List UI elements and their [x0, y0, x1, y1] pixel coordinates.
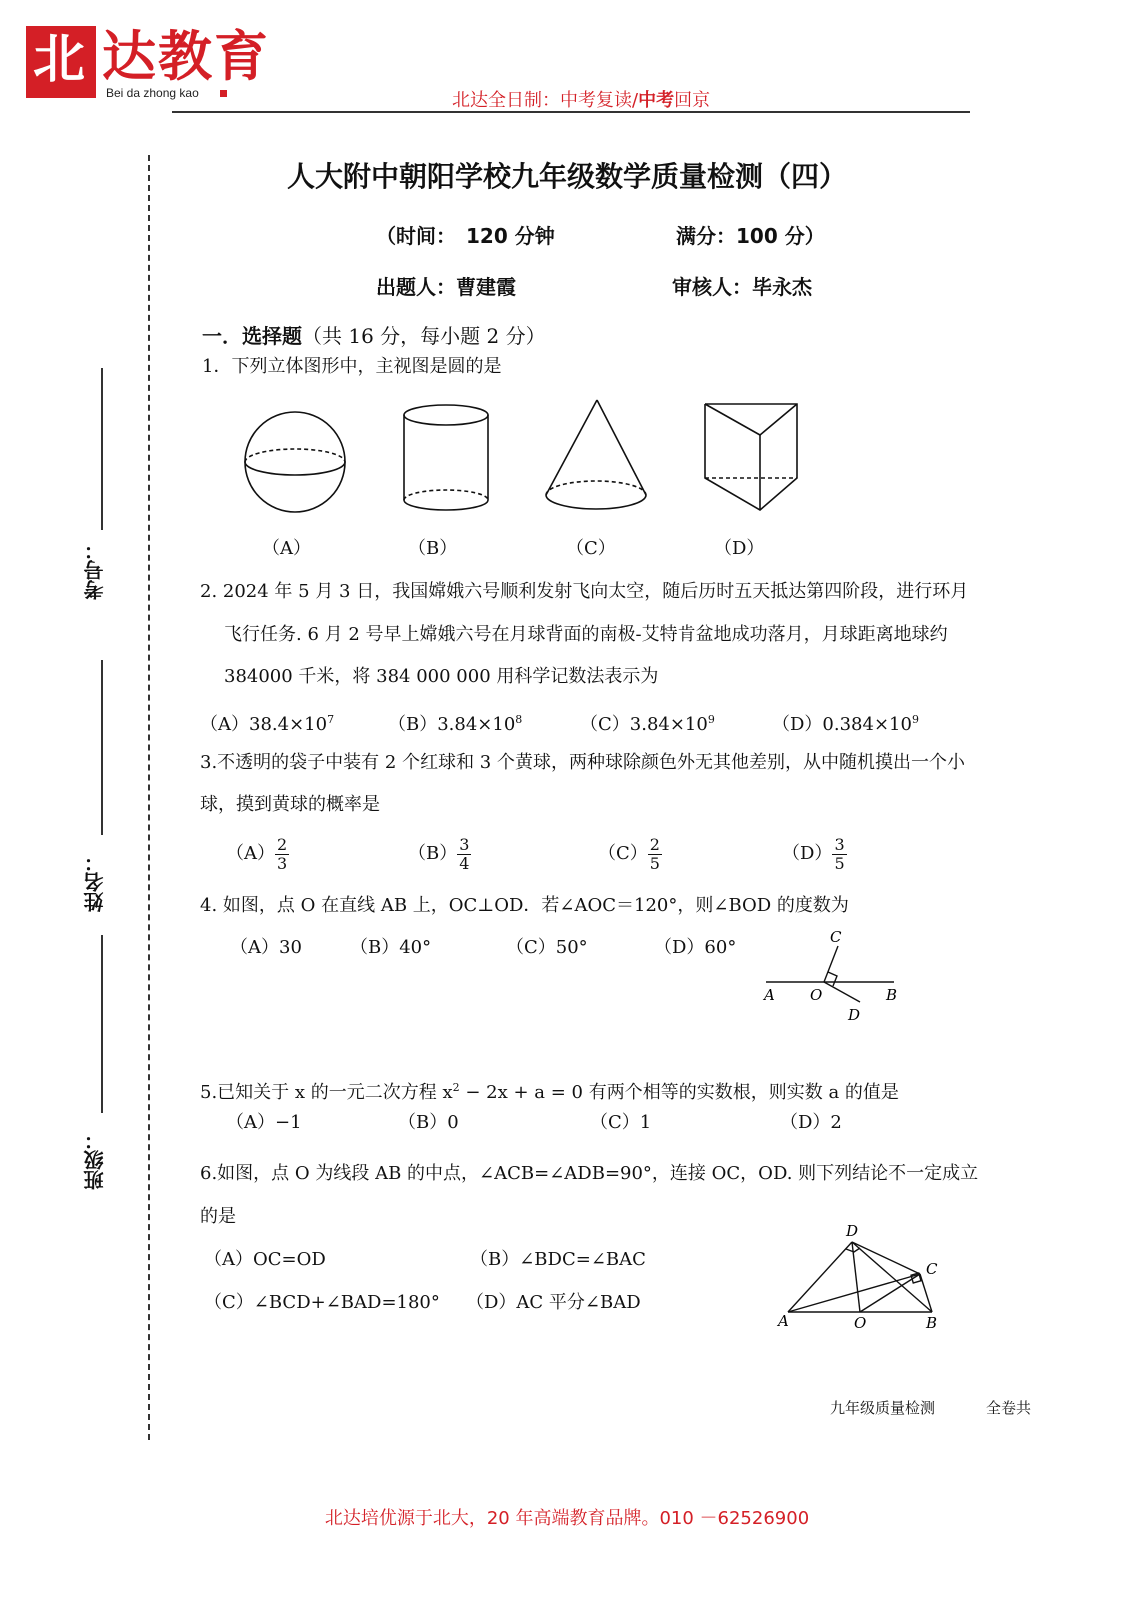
- q4-label-b: B: [886, 986, 898, 1004]
- exam-author: 出题人：曹建霞: [376, 275, 516, 299]
- exam-no-label: 考号：: [83, 540, 107, 600]
- q4-stem: 4. 如图，点 O 在直线 AB 上，OC⊥OD．若∠AOC＝120°，则∠BOD 的度数为: [200, 895, 849, 916]
- section-heading: 一．选择题（共 16 分，每小题 2 分）: [202, 324, 546, 348]
- q6-option-d: （D）AC 平分∠BAD: [466, 1292, 641, 1313]
- brand-footer: 北达培优源于北大，20 年高端教育品牌。010 －62526900: [324, 1508, 810, 1529]
- exam-score: 满分：100 分）: [676, 224, 825, 248]
- class-label: 班级：: [83, 1130, 107, 1190]
- q5-option-c: （C）1: [590, 1112, 652, 1133]
- prism-shape: [705, 404, 797, 510]
- exam-time: （时间： 120 分钟: [376, 224, 555, 248]
- q2-option-d: $(D)0.384\times 10^9$: [772, 713, 919, 735]
- exam-reviewer: 审核人：毕永杰: [672, 275, 812, 299]
- q3-line1: 3.不透明的袋子中装有 2 个红球和 3 个黄球，两种球除颜色外无其他差别，从中随机摸出一个小: [200, 752, 965, 773]
- header-rule: [172, 111, 970, 113]
- q2-line3: 384000 千米，将 384 000 000 用科学记数法表示为: [224, 666, 659, 687]
- q3-option-d: （D） $\frac{3}{5}$: [782, 834, 845, 873]
- q2-option-c: $(C)3.84\times 10^9$: [580, 713, 715, 735]
- q1-option-b: （B）: [408, 538, 458, 559]
- q4-option-a: （A）30: [230, 937, 302, 958]
- q6-label-a: A: [778, 1312, 789, 1330]
- q6-label-o: O: [854, 1314, 867, 1332]
- q1-stem: 1．下列立体图形中，主视图是圆的是: [202, 356, 502, 377]
- q2-option-b: $(B)3.84\times 10^8$: [388, 713, 523, 735]
- q6-option-c: （C）∠BCD+∠BAD=180°: [204, 1292, 440, 1313]
- page-footer-right: 全卷共: [986, 1399, 1032, 1417]
- q3-option-b: （B） $\frac{3}{4}$: [408, 834, 470, 873]
- q4-option-c: （C）50°: [506, 937, 588, 958]
- q4-label-d: D: [848, 1006, 861, 1024]
- name-line: [101, 660, 103, 835]
- q4-option-b: （B）40°: [350, 937, 432, 958]
- q1-option-d: （D）: [714, 538, 765, 559]
- sphere-shape: [245, 412, 345, 512]
- q5-option-b: （B）0: [398, 1112, 459, 1133]
- header-tagline: 北达全日制：中考复读/中考回京: [452, 90, 711, 111]
- cone-shape: [546, 400, 646, 509]
- q5-option-a: （A）−1: [226, 1112, 302, 1133]
- q2-line2: 飞行任务. 6 月 2 号早上嫦娥六号在月球背面的南极-艾特肯盆地成功落月，月球距离地球约: [224, 624, 948, 645]
- q6-line2: 的是: [200, 1206, 236, 1227]
- q3-line2: 球，摸到黄球的概率是: [200, 794, 380, 815]
- q6-option-b: （B）∠BDC=∠BAC: [470, 1249, 646, 1270]
- cylinder-shape: [404, 405, 488, 510]
- q4-angle-figure: [756, 926, 906, 1026]
- q1-shapes-figure: [230, 390, 820, 530]
- q2-option-a: $(A)38.4\times 10^7$: [200, 713, 335, 735]
- q1-option-c: （C）: [566, 538, 616, 559]
- logo-pinyin: Bei da zhong kao: [106, 86, 199, 100]
- q4-option-d: （D）60°: [654, 937, 737, 958]
- binding-dashed-line: [148, 155, 150, 1440]
- q5-stem: 5.已知关于 x 的一元二次方程 $x^2 - 2x + a = 0$ 有两个相等的实数根，则实数 a 的值是: [200, 1081, 899, 1103]
- logo-dot: [220, 90, 227, 97]
- q6-option-a: （A）OC=OD: [204, 1249, 326, 1270]
- q6-label-d: D: [846, 1222, 859, 1240]
- q4-label-o: O: [810, 986, 823, 1004]
- q3-option-a: （A） $\frac{2}{3}$: [226, 834, 288, 873]
- exam-no-line: [101, 368, 103, 530]
- q6-triangle-figure: [770, 1218, 950, 1338]
- q4-label-c: C: [830, 928, 842, 946]
- page-footer-left: 九年级质量检测: [830, 1399, 936, 1417]
- q3-option-c: （C） $\frac{2}{5}$: [598, 834, 660, 873]
- q5-option-d: （D）2: [780, 1112, 842, 1133]
- page-title: 人大附中朝阳学校九年级数学质量检测（四）: [286, 160, 847, 193]
- q6-label-b: B: [926, 1314, 938, 1332]
- q4-label-a: A: [764, 986, 775, 1004]
- q6-line1: 6.如图，点 O 为线段 AB 的中点，∠ACB=∠ADB=90°，连接 OC，OD. 则下列结论不一定成立: [200, 1163, 979, 1184]
- class-line: [101, 935, 103, 1113]
- logo-char: 北: [33, 29, 86, 90]
- q6-label-c: C: [926, 1260, 938, 1278]
- name-label: 姓名：: [83, 852, 107, 912]
- q2-line1: 2. 2024 年 5 月 3 日，我国嫦娥六号顺利发射飞向太空，随后历时五天抵达第四阶段，进行环月: [200, 581, 969, 602]
- logo-text: 达教育: [102, 24, 270, 88]
- q1-option-a: （A）: [262, 538, 311, 559]
